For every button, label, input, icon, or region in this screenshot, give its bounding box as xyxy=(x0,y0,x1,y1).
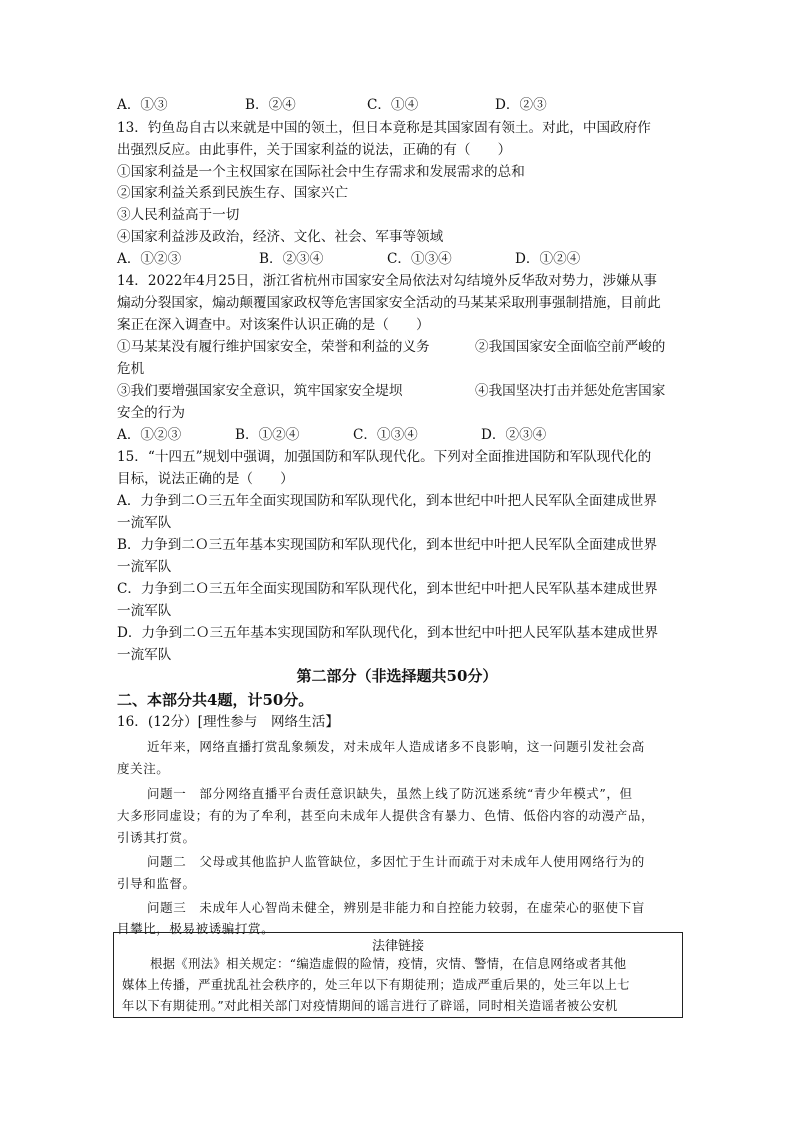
q16-problem-2-line2: 引导和监督。 xyxy=(117,876,196,891)
q15-option-a: A．力争到二Ｏ三五年全面实现国防和军队现代化，到本世纪中叶把人民军队全面建成世界 xyxy=(117,493,657,509)
q14-stem-line2: 煽动分裂国家，煽动颠覆国家政权等危害国家安全活动的马某某采取刑事强制措施，目前此 xyxy=(117,295,661,311)
q15-stem-line1: 15．“十四五”规划中强调，加强国防和军队现代化。下列对全面推进国防和军队现代化的 xyxy=(117,449,652,465)
q16-problem-3-line1: 问题三 未成年人心智尚未健全，辨别是非能力和自控能力较弱，在虚荣心的驱使下盲 xyxy=(147,900,645,915)
q13-stem-line1: 13．钓鱼岛自古以来就是中国的领土，但日本竟称是其国家固有领土。对此，中国政府作 xyxy=(117,120,651,136)
q15-option-b: B．力争到二Ｏ三五年基本实现国防和军队现代化，到本世纪中叶把人民军队全面建成世界 xyxy=(117,537,658,553)
q14-statement-2-cont: 危机 xyxy=(117,361,145,377)
q13-statement-1: ①国家利益是一个主权国家在国际社会中生存需求和发展需求的总和 xyxy=(117,164,525,180)
q15-option-d-cont: 一流军队 xyxy=(117,647,172,663)
q13-stem-line2: 出强烈反应。由此事件，关于国家利益的说法，正确的有（ ） xyxy=(117,142,512,158)
q15-option-b-cont: 一流军队 xyxy=(117,559,172,575)
q14-stem-line1: 14．2022年4月25日，浙江省杭州市国家安全局依法对勾结境外反华敌对势力，涉嫌从事 xyxy=(117,273,658,289)
q16-problem-1-line3: 引诱其打赏。 xyxy=(117,830,196,845)
q14-option-d: D．②③④ xyxy=(481,427,547,443)
q12-option-d: D．②③ xyxy=(495,97,547,113)
q13-statement-3: ③人民利益高于一切 xyxy=(117,207,240,223)
q14-option-b: B．①②④ xyxy=(235,427,300,443)
q12-options xyxy=(117,94,547,116)
q15-option-d: D．力争到二Ｏ三五年基本实现国防和军队现代化，到本世纪中叶把人民军队基本建成世界 xyxy=(117,625,659,641)
q16-problem-2-line1: 问题二 父母或其他监护人监管缺位，多因忙于生计而疏于对未成年人使用网络行为的 xyxy=(147,854,645,869)
q13-option-d: D．①②④ xyxy=(515,251,581,267)
q12-option-c: C．①④ xyxy=(367,97,419,113)
q14-statement-1: ①马某某没有履行维护国家安全，荣誉和利益的义务 xyxy=(117,339,430,355)
q13-statement-4: ④国家利益涉及政治，经济、文化、社会、军事等领域 xyxy=(117,229,444,245)
q16-paragraph-1-line1: 近年来，网络直播打赏乱象频发，对未成年人造成诸多不良影响，这一问题引发社会高 xyxy=(147,739,645,754)
q13-option-b: B．②③④ xyxy=(259,251,324,267)
q12-option-b: B．②④ xyxy=(245,97,296,113)
q14-option-c: C．①③④ xyxy=(353,427,418,443)
q13-option-a: A．①②③ xyxy=(117,251,182,267)
q13-option-c: C．①③④ xyxy=(387,251,452,267)
q15-stem-line2: 目标，说法正确的是（ ） xyxy=(117,471,294,487)
law-link-title: 法律链接 xyxy=(371,939,424,954)
q14-statement-3: ③我们要增强国家安全意识，筑牢国家安全堤坝 xyxy=(117,383,403,399)
q16-problem-3-line2: 目攀比，极易被诱骗打赏。 xyxy=(117,921,275,936)
law-link-line1: 根据《刑法》相关规定：“编造虚假的险情，疫情，灾情、警情，在信息网络或者其他 xyxy=(150,957,627,971)
q13-options xyxy=(117,248,580,270)
q14-statement-4: ④我国坚决打击并惩处危害国家 xyxy=(475,383,666,399)
law-link-line2: 媒体上传播，严重扰乱社会秩序的，处三年以下有期徒刑；造成严重后果的，处三年以上七 xyxy=(122,978,630,992)
q14-stem-line3: 案正在深入调查中。对该案件认识正确的是（ ） xyxy=(117,317,430,333)
q15-option-c: C．力争到二Ｏ三五年全面实现国防和军队现代化，到本世纪中叶把人民军队基本建成世界 xyxy=(117,581,658,597)
part-two-heading: 二、本部分共4题，计50分。 xyxy=(117,691,314,709)
q16-heading: 16．(12分）[理性参与 网络生活】 xyxy=(117,714,339,730)
law-link-box xyxy=(113,932,683,1018)
q15-option-c-cont: 一流军队 xyxy=(117,603,172,619)
q12-option-a: A．①③ xyxy=(117,97,168,113)
q16-problem-1-line1: 问题一 部分网络直播平台责任意识缺失，虽然上线了防沉迷系统“青少年模式”，但 xyxy=(147,786,633,801)
section-two-title: 第二部分（非选择题共50分） xyxy=(296,667,498,685)
q13-statement-2: ②国家利益关系到民族生存、国家兴亡 xyxy=(117,185,349,201)
q16-problem-1-line2: 大多形同虚设；有的为了牟利，甚至向未成年人提供含有暴力、色情、低俗内容的动漫产品， xyxy=(117,808,655,823)
q14-statement-2: ②我国国家安全面临空前严峻的 xyxy=(475,339,666,355)
q16-paragraph-1-line2: 度关注。 xyxy=(117,761,170,776)
q14-option-a: A．①②③ xyxy=(117,427,182,443)
law-link-line3: 年以下有期徒刑。”对此相关部门对疫情期间的谣言进行了辟谣，同时相关造谣者被公安机 xyxy=(122,999,618,1013)
q14-options xyxy=(117,424,546,446)
q14-statement-4-cont: 安全的行为 xyxy=(117,405,185,421)
q15-option-a-cont: 一流军队 xyxy=(117,515,172,531)
